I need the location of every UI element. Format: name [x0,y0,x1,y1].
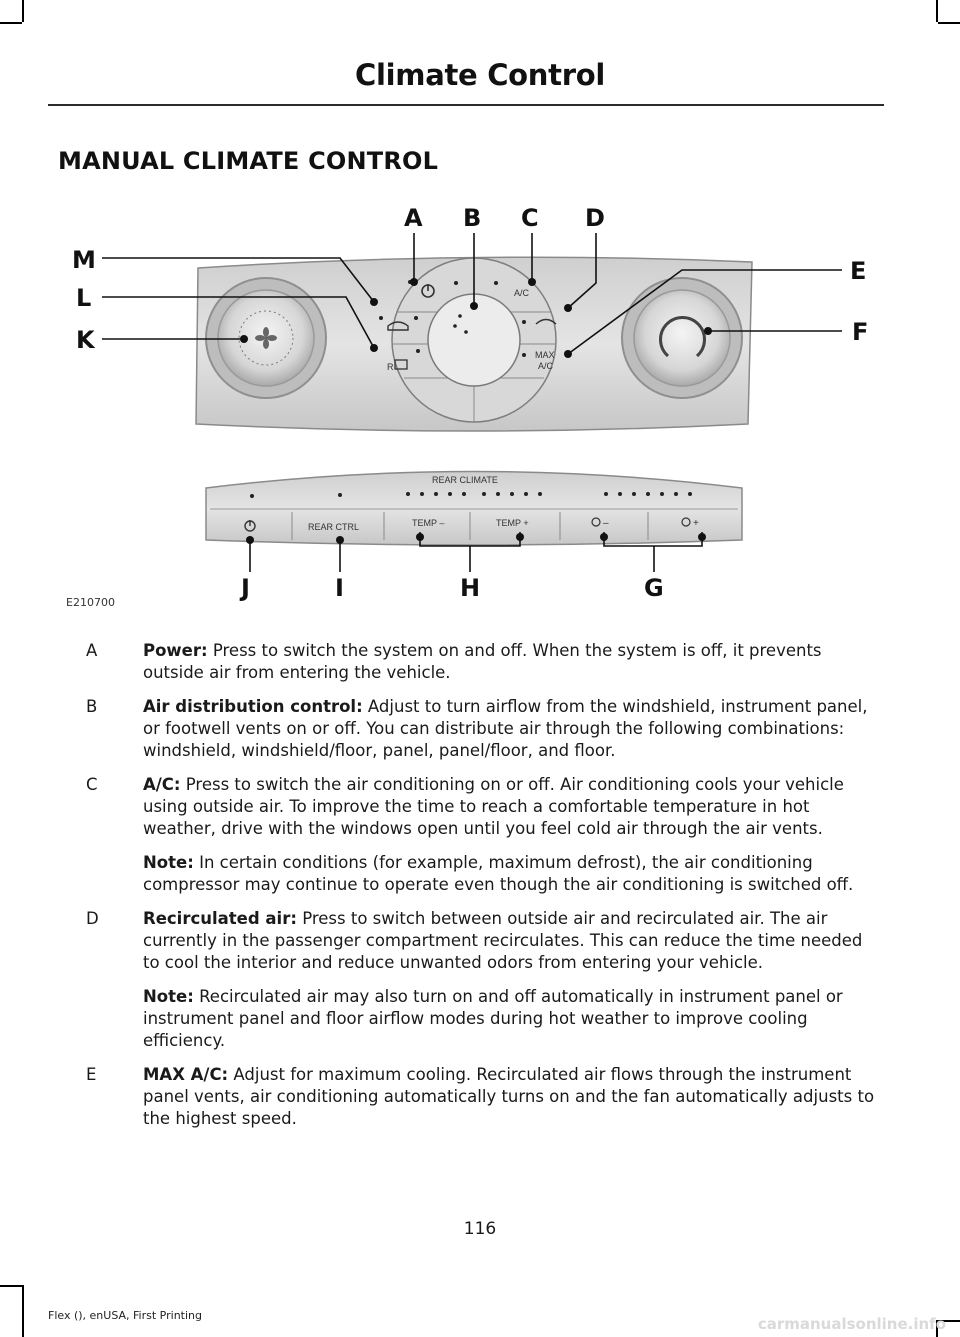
note-text: In certain conditions (for example, maximum defrost), the air conditioning compressor may continue to operate even though the air conditioning is switched off. [143,853,854,894]
entry-a [86,640,878,684]
entry-letter: B [86,697,98,716]
rear-climate-panel [206,472,742,546]
callout-i: I [335,574,344,602]
callout-h: H [460,574,481,602]
entry-text: Press to switch between outside air and recirculated air. The air currently in the passenger compartment recirculates. This can reduce the time needed to cool the interior and reduce unwanted odors from entering your vehicle. [143,909,863,972]
watermark: carmanualsonline.info [757,1315,946,1333]
entry-term: MAX A/C: [143,1065,229,1084]
callout-c: C [521,204,539,232]
header-divider [48,104,884,106]
note-term: Note: [143,987,194,1006]
entry-text: Press to switch the system on and off. When the system is off, it prevents outside air from entering the vehicle. [143,641,822,682]
entry-letter: D [86,909,99,928]
rear-temp-up-button[interactable]: TEMP + [496,518,529,528]
figure-id: E210700 [66,596,115,609]
entry-term: Recirculated air: [143,909,297,928]
svg-text:–: – [603,518,609,529]
rear-climate-label: REAR CLIMATE [432,475,498,485]
max-label: MAX [535,350,555,360]
entry-e [86,1064,878,1130]
rear-temp-down-button[interactable]: TEMP – [412,518,445,528]
entry-c [86,774,878,896]
max-ac-label: A/C [538,361,554,371]
crop-mark [936,0,938,22]
note-term: Note: [143,853,194,872]
callout-a: A [404,204,423,232]
fan-speed-knob[interactable] [206,278,326,398]
page-number: 116 [463,1219,497,1239]
entry-d [86,908,878,1052]
callout-b: B [463,204,482,232]
entry-b [86,696,878,762]
callout-d: D [585,204,605,232]
callout-k: K [76,326,95,354]
ac-label: A/C [514,288,530,298]
entry-term: Power: [143,641,208,660]
section-heading: MANUAL CLIMATE CONTROL [58,147,439,175]
callout-f: F [852,318,869,346]
page-header-title: Climate Control [355,58,605,92]
callout-g: G [644,574,664,602]
ac-button[interactable] [514,288,530,298]
climate-control-diagram [0,190,960,620]
entry-text: Press to switch the air conditioning on or off. Air conditioning cools your vehicle using outside air. To improve the time to reach a comfortable temperature in hot weather, drive with the windows open until you feel cold air through the air vents. [143,775,844,838]
entry-letter: E [86,1065,97,1084]
rear-defrost-label: R [387,362,394,372]
footer-text: Flex (), enUSA, First Printing [48,1309,202,1322]
entry-term: A/C: [143,775,181,794]
rear-ctrl-button[interactable]: REAR CTRL [308,522,360,532]
crop-mark [938,22,960,24]
entry-letter: A [86,641,98,660]
crop-mark [22,0,24,22]
callout-l: L [76,284,92,312]
crop-mark [0,22,22,24]
svg-text:+: + [693,518,699,529]
description-list [86,640,878,1142]
callout-m: M [72,246,96,274]
max-ac-button[interactable] [535,350,555,371]
entry-term: Air distribution control: [143,697,363,716]
entry-text: Adjust for maximum cooling. Recirculated air flows through the instrument panel vents, air conditioning automatically turns on and the fan automatically adjusts to the highest speed. [143,1065,875,1128]
temperature-knob[interactable] [622,278,742,398]
note-text: Recirculated air may also turn on and off automatically in instrument panel or instrument panel and floor airflow modes during hot weather to improve cooling efficiency. [143,987,843,1050]
crop-mark [0,1285,22,1287]
entry-text: Adjust to turn airflow from the windshield, instrument panel, or footwell vents on or off. You can distribute air through the following combinations: windshield, windshield/floor, panel, panel/floor, and floor. [143,697,868,760]
callout-e: E [850,257,867,285]
entry-letter: C [86,775,98,794]
crop-mark [22,1285,24,1337]
callout-j: J [241,574,250,602]
